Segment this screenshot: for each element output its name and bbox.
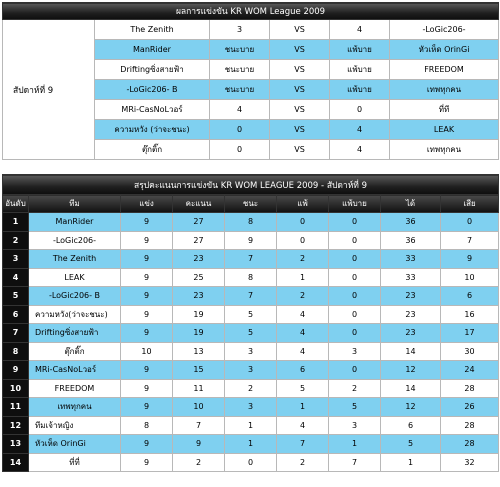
team-cell: ทีมเจ้าหญิง bbox=[29, 416, 121, 435]
match-away-team: ที่ที bbox=[390, 100, 499, 120]
points-cell: 19 bbox=[173, 305, 225, 324]
wins-cell: 9 bbox=[225, 231, 277, 250]
rank-cell: 12 bbox=[3, 416, 29, 435]
points-cell: 15 bbox=[173, 361, 225, 380]
match-away-score: 0 bbox=[330, 100, 390, 120]
goals-for-cell: 23 bbox=[381, 305, 441, 324]
standings-row bbox=[3, 435, 499, 454]
goals-for-cell: 1 bbox=[381, 453, 441, 472]
goals-for-cell: 33 bbox=[381, 268, 441, 287]
goals-for-cell: 33 bbox=[381, 250, 441, 269]
wins-cell: 2 bbox=[225, 379, 277, 398]
forfeit-cell: 0 bbox=[329, 287, 381, 306]
rank-cell: 7 bbox=[3, 324, 29, 343]
standings-col-header: แข่ง bbox=[121, 195, 173, 213]
match-home-score: 4 bbox=[210, 100, 270, 120]
match-away-team: -LoGic206- bbox=[390, 20, 499, 40]
wins-cell: 8 bbox=[225, 213, 277, 232]
match-home-score: 3 bbox=[210, 20, 270, 40]
goals-against-cell: 10 bbox=[441, 268, 499, 287]
points-cell: 10 bbox=[173, 398, 225, 417]
forfeit-cell: 0 bbox=[329, 361, 381, 380]
goals-against-cell: 0 bbox=[441, 213, 499, 232]
played-cell: 9 bbox=[121, 379, 173, 398]
forfeit-cell: 0 bbox=[329, 268, 381, 287]
match-home-score: ชนะบาย bbox=[210, 40, 270, 60]
points-cell: 2 bbox=[173, 453, 225, 472]
standings-col-header: แพ้ bbox=[277, 195, 329, 213]
points-cell: 25 bbox=[173, 268, 225, 287]
match-home-score: 0 bbox=[210, 140, 270, 160]
standings-row bbox=[3, 342, 499, 361]
match-away-team: LEAK bbox=[390, 120, 499, 140]
rank-cell: 11 bbox=[3, 398, 29, 417]
forfeit-cell: 0 bbox=[329, 231, 381, 250]
forfeit-cell: 3 bbox=[329, 342, 381, 361]
forfeit-cell: 0 bbox=[329, 305, 381, 324]
forfeit-cell: 5 bbox=[329, 398, 381, 417]
team-cell: -LoGic206- B bbox=[29, 287, 121, 306]
wins-cell: 7 bbox=[225, 287, 277, 306]
standings-row bbox=[3, 305, 499, 324]
played-cell: 9 bbox=[121, 268, 173, 287]
team-cell: ความหวัง(ว่าจะชนะ) bbox=[29, 305, 121, 324]
goals-against-cell: 28 bbox=[441, 416, 499, 435]
losses-cell: 4 bbox=[277, 416, 329, 435]
match-vs: VS bbox=[270, 120, 330, 140]
goals-for-cell: 12 bbox=[381, 398, 441, 417]
match-home-score: ชนะบาย bbox=[210, 80, 270, 100]
wins-cell: 7 bbox=[225, 250, 277, 269]
standings-col-header: ทีม bbox=[29, 195, 121, 213]
points-cell: 13 bbox=[173, 342, 225, 361]
standings-row bbox=[3, 213, 499, 232]
played-cell: 9 bbox=[121, 231, 173, 250]
match-away-team: หัวเห็ด OrinGi bbox=[390, 40, 499, 60]
losses-cell: 6 bbox=[277, 361, 329, 380]
played-cell: 8 bbox=[121, 416, 173, 435]
rank-cell: 8 bbox=[3, 342, 29, 361]
match-home-team: ความหวัง (ว่าจะชนะ) bbox=[95, 120, 210, 140]
losses-cell: 1 bbox=[277, 398, 329, 417]
goals-for-cell: 36 bbox=[381, 213, 441, 232]
standings-row bbox=[3, 287, 499, 306]
points-cell: 27 bbox=[173, 231, 225, 250]
played-cell: 9 bbox=[121, 250, 173, 269]
standings-row bbox=[3, 416, 499, 435]
team-cell: หัวเห็ด OrinGi bbox=[29, 435, 121, 454]
played-cell: 9 bbox=[121, 305, 173, 324]
match-home-team: ManRider bbox=[95, 40, 210, 60]
played-cell: 9 bbox=[121, 324, 173, 343]
losses-cell: 4 bbox=[277, 342, 329, 361]
points-cell: 7 bbox=[173, 416, 225, 435]
wins-cell: 1 bbox=[225, 416, 277, 435]
forfeit-cell: 0 bbox=[329, 324, 381, 343]
played-cell: 9 bbox=[121, 361, 173, 380]
losses-cell: 1 bbox=[277, 268, 329, 287]
goals-against-cell: 6 bbox=[441, 287, 499, 306]
goals-against-cell: 16 bbox=[441, 305, 499, 324]
goals-for-cell: 14 bbox=[381, 342, 441, 361]
match-away-score: 4 bbox=[330, 120, 390, 140]
match-away-score: 4 bbox=[330, 140, 390, 160]
match-home-team: The Zenith bbox=[95, 20, 210, 40]
wins-cell: 3 bbox=[225, 398, 277, 417]
points-cell: 9 bbox=[173, 435, 225, 454]
forfeit-cell: 0 bbox=[329, 250, 381, 269]
played-cell: 9 bbox=[121, 213, 173, 232]
forfeit-cell: 0 bbox=[329, 213, 381, 232]
standings-col-header: แพ้บาย bbox=[329, 195, 381, 213]
forfeit-cell: 1 bbox=[329, 435, 381, 454]
rank-cell: 13 bbox=[3, 435, 29, 454]
match-row bbox=[3, 20, 499, 40]
goals-for-cell: 5 bbox=[381, 435, 441, 454]
wins-cell: 0 bbox=[225, 453, 277, 472]
standings-row bbox=[3, 398, 499, 417]
team-cell: ตุ๊กติ๊ก bbox=[29, 342, 121, 361]
losses-cell: 5 bbox=[277, 379, 329, 398]
rank-cell: 9 bbox=[3, 361, 29, 380]
wins-cell: 5 bbox=[225, 305, 277, 324]
goals-against-cell: 24 bbox=[441, 361, 499, 380]
goals-for-cell: 23 bbox=[381, 287, 441, 306]
match-vs: VS bbox=[270, 100, 330, 120]
match-vs: VS bbox=[270, 60, 330, 80]
team-cell: เทพทุกคน bbox=[29, 398, 121, 417]
rank-cell: 14 bbox=[3, 453, 29, 472]
week-label: สัปดาห์ที่ 9 bbox=[3, 20, 95, 160]
standings-table bbox=[2, 174, 499, 472]
losses-cell: 4 bbox=[277, 305, 329, 324]
results-title: ผลการแข่งขัน KR WOM League 2009 bbox=[3, 3, 499, 20]
played-cell: 9 bbox=[121, 453, 173, 472]
team-cell: LEAK bbox=[29, 268, 121, 287]
played-cell: 9 bbox=[121, 398, 173, 417]
match-home-score: 0 bbox=[210, 120, 270, 140]
team-cell: ที่ที่ bbox=[29, 453, 121, 472]
team-cell: FREEDOM bbox=[29, 379, 121, 398]
standings-col-header: คะแนน bbox=[173, 195, 225, 213]
played-cell: 9 bbox=[121, 287, 173, 306]
match-away-team: FREEDOM bbox=[390, 60, 499, 80]
points-cell: 23 bbox=[173, 287, 225, 306]
weekly-results-table bbox=[2, 2, 499, 160]
wins-cell: 8 bbox=[225, 268, 277, 287]
rank-cell: 1 bbox=[3, 213, 29, 232]
goals-against-cell: 7 bbox=[441, 231, 499, 250]
goals-for-cell: 14 bbox=[381, 379, 441, 398]
goals-against-cell: 17 bbox=[441, 324, 499, 343]
standings-row bbox=[3, 268, 499, 287]
wins-cell: 3 bbox=[225, 361, 277, 380]
standings-row bbox=[3, 379, 499, 398]
goals-against-cell: 28 bbox=[441, 379, 499, 398]
match-vs: VS bbox=[270, 20, 330, 40]
match-home-score: ชนะบาย bbox=[210, 60, 270, 80]
rank-cell: 3 bbox=[3, 250, 29, 269]
standings-row bbox=[3, 231, 499, 250]
points-cell: 11 bbox=[173, 379, 225, 398]
goals-against-cell: 28 bbox=[441, 435, 499, 454]
losses-cell: 0 bbox=[277, 213, 329, 232]
match-away-score: แพ้บาย bbox=[330, 60, 390, 80]
match-home-team: -LoGic206- B bbox=[95, 80, 210, 100]
match-away-score: แพ้บาย bbox=[330, 40, 390, 60]
played-cell: 10 bbox=[121, 342, 173, 361]
goals-for-cell: 6 bbox=[381, 416, 441, 435]
goals-for-cell: 36 bbox=[381, 231, 441, 250]
standings-row bbox=[3, 453, 499, 472]
goals-for-cell: 12 bbox=[381, 361, 441, 380]
match-away-team: เทพทุกคน bbox=[390, 140, 499, 160]
team-cell: The Zenith bbox=[29, 250, 121, 269]
standings-row bbox=[3, 361, 499, 380]
match-vs: VS bbox=[270, 80, 330, 100]
match-home-team: Driftingซิ่งสายฟ้า bbox=[95, 60, 210, 80]
match-away-score: 4 bbox=[330, 20, 390, 40]
losses-cell: 0 bbox=[277, 231, 329, 250]
points-cell: 23 bbox=[173, 250, 225, 269]
team-cell: -LoGic206- bbox=[29, 231, 121, 250]
points-cell: 19 bbox=[173, 324, 225, 343]
goals-against-cell: 30 bbox=[441, 342, 499, 361]
points-cell: 27 bbox=[173, 213, 225, 232]
standings-title: สรุปคะแนนการแข่งขัน KR WOM LEAGUE 2009 - สัปดาห์ที่ 9 bbox=[3, 175, 499, 195]
team-cell: Driftingซิ่งสายฟ้า bbox=[29, 324, 121, 343]
losses-cell: 2 bbox=[277, 250, 329, 269]
losses-cell: 2 bbox=[277, 287, 329, 306]
goals-against-cell: 32 bbox=[441, 453, 499, 472]
losses-cell: 2 bbox=[277, 453, 329, 472]
team-cell: MRi-CasNoLวอร์ bbox=[29, 361, 121, 380]
rank-cell: 5 bbox=[3, 287, 29, 306]
match-home-team: ตุ๊กติ๊ก bbox=[95, 140, 210, 160]
wins-cell: 3 bbox=[225, 342, 277, 361]
losses-cell: 7 bbox=[277, 435, 329, 454]
goals-against-cell: 26 bbox=[441, 398, 499, 417]
standings-col-header: ได้ bbox=[381, 195, 441, 213]
match-away-team: เทพทุกคน bbox=[390, 80, 499, 100]
goals-for-cell: 23 bbox=[381, 324, 441, 343]
losses-cell: 4 bbox=[277, 324, 329, 343]
match-home-team: MRi-CasNoLวอร์ bbox=[95, 100, 210, 120]
standings-header-row bbox=[3, 195, 499, 213]
goals-against-cell: 9 bbox=[441, 250, 499, 269]
wins-cell: 5 bbox=[225, 324, 277, 343]
rank-cell: 10 bbox=[3, 379, 29, 398]
rank-cell: 4 bbox=[3, 268, 29, 287]
forfeit-cell: 7 bbox=[329, 453, 381, 472]
rank-cell: 2 bbox=[3, 231, 29, 250]
match-vs: VS bbox=[270, 140, 330, 160]
standings-col-header: เสีย bbox=[441, 195, 499, 213]
standings-col-header: อันดับ bbox=[3, 195, 29, 213]
standings-col-header: ชนะ bbox=[225, 195, 277, 213]
forfeit-cell: 2 bbox=[329, 379, 381, 398]
standings-row bbox=[3, 324, 499, 343]
played-cell: 9 bbox=[121, 435, 173, 454]
forfeit-cell: 3 bbox=[329, 416, 381, 435]
standings-row bbox=[3, 250, 499, 269]
rank-cell: 6 bbox=[3, 305, 29, 324]
team-cell: ManRider bbox=[29, 213, 121, 232]
match-vs: VS bbox=[270, 40, 330, 60]
match-away-score: แพ้บาย bbox=[330, 80, 390, 100]
wins-cell: 1 bbox=[225, 435, 277, 454]
